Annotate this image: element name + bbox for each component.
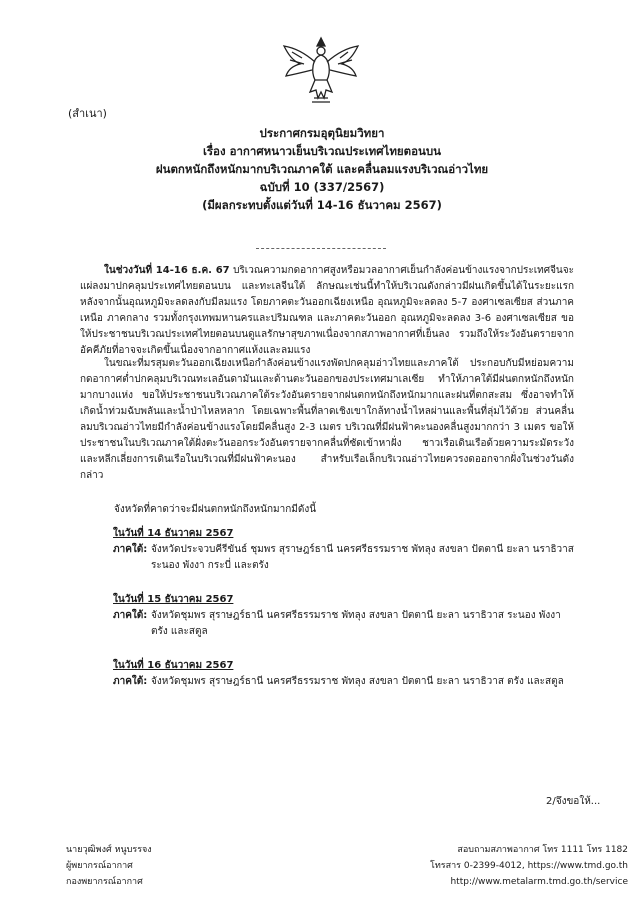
paragraph-cold-text: บริเวณความกดอากาศสูงหรือมวลอากาศเย็นกำลังค่อนข้างแรงจากประเทศจีนจะแผ่ลงมาปกคลุมประเทศไทยตอนบน และทะเลจีนใต้ ลักษณะเช่นนี้ทำให้บริเวณดังกล่าวมีฝนเกิดขึ้นได้ในระยะแรก หลังจากนั้นอุณหภูมิจะลดลงกับมีลมแรง โดยภาคตะวันออกเฉียงเหนือ อุณหภูมิจะลดลง 5-7 องศาเซลเซียส ส่วนภาคเหนือ ภาคกลาง รวมทั้งกรุงเทพมหานครและปริมณฑล และภาคตะวันออก อุณหภูมิจะลดลง 3-6 องศาเซลเซียส ขอให้ประชาชนบริเวณประเทศไทยตอนบนดูแลรักษาสุขภาพเนื่องจากสภาพอากาศที่เย็นลง รวมถึงให้ระวังอันตรายจากอัคคีภัยที่อาจจะเกิดขึ้นเนื่องจากอากาศแห้งและลมแรง xyxy=(80,265,574,356)
forecast-region: ภาคใต้: xyxy=(113,544,148,555)
paragraph-heavy-rain: ในขณะที่มรสุมตะวันออกเฉียงเหนือกำลังค่อนข้างแรงพัดปกคลุมอ่าวไทยและภาคใต้ ประกอบกับมีหย่อมความกดอากาศต่ำปกคลุมบริเวณทะเลอันดามันและด้านตะวันออกของประเทศมาเลเซีย ทำให้ภาคใต้มีฝนตกหนักถึงหนักมากบางแห่ง ขอให้ประชาชนบริเวณภาคใต้ระวังอันตรายจากฝนตกหนักถึงหนักมากและฝนที่ตกสะสม ซึ่งอาจทำให้เกิดน้ำท่วมฉับพลันและน้ำป่าไหลหลาก โดยเฉพาะพื้นที่ลาดเชิงเขาใกล้ทางน้ำไหลผ่านและพื้นที่ลุ่มไว้ด้วย ส่วนคลื่นลมบริเวณอ่าวไทยมีกำลังค่อนข้างแรงโดยมีคลื่นสูง 2-3 เมตร บริเวณที่มีฝนฟ้าคะนองคลื่นสูงมากกว่า 3 เมตร ขอให้ประชาชนในบริเวณภาคใต้ฝั่งตะวันออกระวังอันตรายจากคลื่นที่ซัดเข้าหาฝั่ง ชาวเรือเดินเรือด้วยความระมัดระวังและหลีกเลี่ยงการเดินเรือในบริเวณที่มีฝนฟ้าคะนอง สำหรับเรือเล็กบริเวณอ่าวไทยควรงดออกจากฝั่งในช่วงวันดังกล่าว xyxy=(80,358,574,481)
garuda-emblem-icon xyxy=(278,34,364,106)
contact-phone: สอบถามสภาพอากาศ โทร 1111 โทร 1182 xyxy=(457,845,628,855)
paragraph-cold-weather xyxy=(80,263,574,359)
forecast-region: ภาคใต้: xyxy=(113,610,148,621)
heading-divider xyxy=(256,248,386,249)
paragraph-date: ในช่วงวันที่ 14-16 ธ.ค. 67 xyxy=(104,265,230,276)
forecast-region: ภาคใต้: xyxy=(113,676,148,687)
signer-name: นายวุฒิพงศ์ หนูบรรจง xyxy=(66,845,152,855)
forecast-provinces: จังหวัดประจวบคีรีขันธ์ ชุมพร สุราษฎร์ธานี นครศรีธรรมราช พัทลุง สงขลา ปัตตานี ยะลา นราธิวาส ระนอง พังงา กระบี่ และตรัง xyxy=(151,544,574,571)
forecast-date: ในวันที่ 16 ธันวาคม 2567 xyxy=(113,660,234,671)
issue-number: ฉบับที่ 10 (337/2567) xyxy=(259,180,385,194)
forecast-day xyxy=(80,658,574,690)
agency-title: ประกาศกรมอุตุนิยมวิทยา xyxy=(259,126,385,140)
forecast-provinces: จังหวัดชุมพร สุราษฎร์ธานี นครศรีธรรมราช พัทลุง สงขลา ปัตตานี ยะลา นราธิวาส ระนอง พังงา ตรัง และสตูล xyxy=(151,610,561,637)
signature-block xyxy=(66,842,152,890)
forecast-day xyxy=(80,526,574,574)
page-continuation: 2/จึงขอให้... xyxy=(546,796,601,807)
forecast-provinces: จังหวัดชุมพร สุราษฎร์ธานี นครศรีธรรมราช พัทลุง สงขลา ปัตตานี ยะลา นราธิวาส ตรัง และสตูล xyxy=(151,676,564,687)
provinces-intro: จังหวัดที่คาดว่าจะมีฝนตกหนักถึงหนักมากมีดังนี้ xyxy=(114,504,317,515)
contact-block xyxy=(430,842,628,890)
contact-service-link[interactable]: http://www.metalarm.tmd.go.th/service xyxy=(450,877,628,887)
effective-dates: (มีผลกระทบตั้งแต่วันที่ 14-16 ธันวาคม 2567) xyxy=(202,198,442,212)
signer-division: กองพยากรณ์อากาศ xyxy=(66,877,143,887)
announcement-heading xyxy=(140,124,504,214)
signer-title: ผู้พยากรณ์อากาศ xyxy=(66,861,133,871)
subject-line-2: ฝนตกหนักถึงหนักมากบริเวณภาคใต้ และคลื่นลมแรงบริเวณอ่าวไทย xyxy=(155,162,489,176)
forecast-date: ในวันที่ 15 ธันวาคม 2567 xyxy=(113,594,234,605)
forecast-date: ในวันที่ 14 ธันวาคม 2567 xyxy=(113,528,234,539)
forecast-day xyxy=(80,592,574,640)
contact-fax-link[interactable]: โทรสาร 0-2399-4012, https://www.tmd.go.th xyxy=(430,861,628,871)
copy-mark: (สำเนา) xyxy=(68,107,107,120)
subject-line-1: เรื่อง อากาศหนาวเย็นบริเวณประเทศไทยตอนบน xyxy=(202,144,442,158)
